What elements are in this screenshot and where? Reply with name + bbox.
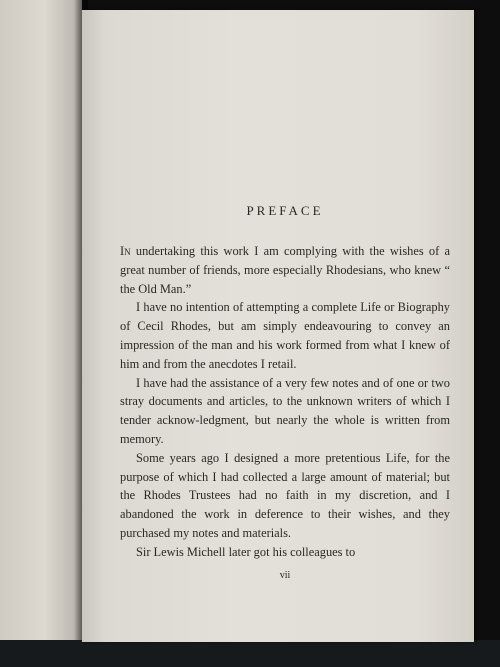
paragraph-4: Some years ago I designed a more pretentious Life, for the purpose of which I had collected a large amount of material; but the Rhodes Trustees had no faith in my discretion, and I abandoned the work in deference to their wishes, and they purchased my notes and materials. [120, 450, 450, 540]
preface-body [120, 242, 450, 562]
paragraph-1-text: undertaking this work I am complying with the wishes of a great number of friends, more especially Rhodesians, who knew “ the Old Man.” [120, 244, 450, 296]
paragraph-2: I have no intention of attempting a complete Life or Biography of Cecil Rhodes, but am simply endeavouring to convey an impression of the man and his work formed from what I knew of him and from the anecdotes I retail. [120, 300, 450, 371]
paragraph-1 [120, 242, 450, 298]
preface-heading: PREFACE [246, 203, 324, 218]
paragraph-1-lead: In [120, 244, 131, 258]
paragraph-5: Sir Lewis Michell later got his colleagues to [136, 544, 356, 559]
facing-page [0, 0, 82, 640]
book-page [82, 10, 474, 642]
cover-edge [0, 640, 500, 667]
paragraph-3: I have had the assistance of a very few notes and of one or two stray documents and articles, to the unknown writers of which I tender acknow-ledgment, but nearly the whole is written from memory. [120, 375, 450, 446]
page-number: vii [279, 570, 291, 581]
